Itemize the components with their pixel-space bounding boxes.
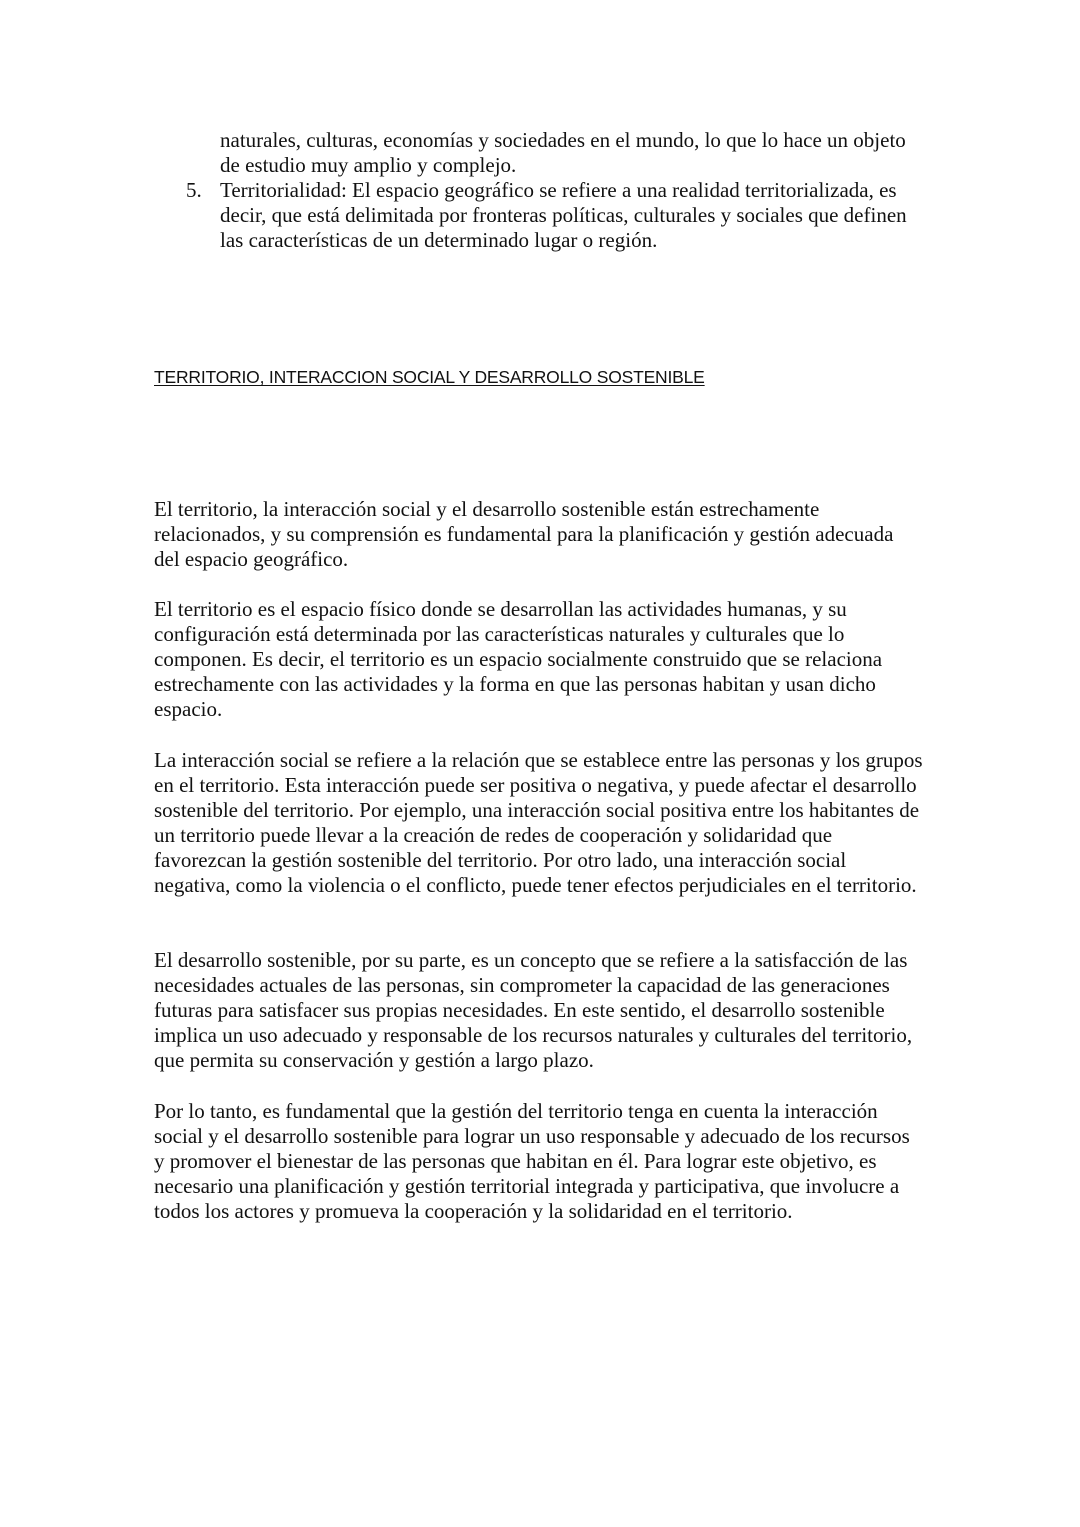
paragraph-4 [154,948,924,1073]
paragraph-2 [154,597,924,722]
paragraph-text: Por lo tanto, es fundamental que la gestión del territorio tenga en cuenta la interacción social y el desarrollo sostenible para lograr un uso responsable y adecuado de los recursos y promover el bienestar de las personas que habitan en él. Para lograr este objetivo, es necesario una planificación y gestión territorial integrada y participativa, que involucre a todos los actores y promueva la cooperación y la solidaridad en el territorio. [154,1099,910,1223]
list-item-text: Territorialidad: El espacio geográfico se refiere a una realidad territorializada, es decir, que está delimitada por fronteras políticas, culturales y sociales que definen las características de un determinado lugar o región. [220,178,907,252]
paragraph-text: El desarrollo sostenible, por su parte, es un concepto que se refiere a la satisfacción de las necesidades actuales de las personas, sin comprometer la capacidad de las generaciones futuras para satisfacer sus propias necesidades. En este sentido, el desarrollo sostenible implica un uso adecuado y responsable de los recursos naturales y culturales del territorio, que permita su conservación y gestión a largo plazo. [154,948,913,1072]
paragraph-3 [154,748,924,898]
paragraph-text: El territorio es el espacio físico donde se desarrollan las actividades humanas, y su configuración está determinada por las características naturales y culturales que lo componen. Es decir, el territorio es un espacio socialmente construido que se relaciona estrechamente con las actividades y la forma en que las personas habitan y usan dicho espacio. [154,597,883,721]
paragraph-1 [154,497,924,572]
paragraph-text: La interacción social se refiere a la relación que se establece entre las personas y los grupos en el territorio. Esta interacción puede ser positiva o negativa, y puede afectar el desarrollo sostenible del territorio. Por ejemplo, una interacción social positiva entre los habitantes de un territorio puede llevar a la creación de redes de cooperación y solidaridad que favorezcan la gestión sostenible del territorio. Por otro lado, una interacción social negativa, como la violencia o el conflicto, puede tener efectos perjudiciales en el territorio. [154,748,923,897]
paragraph-text: El territorio, la interacción social y el desarrollo sostenible están estrechamente relacionados, y su comprensión es fundamental para la planificación y gestión adecuada del espacio geográfico. [154,497,894,571]
section-heading: TERRITORIO, INTERACCION SOCIAL Y DESARROLLO SOSTENIBLE [154,367,705,387]
list-item-continuation: naturales, culturas, economías y sociedades en el mundo, lo que lo hace un objeto de estudio muy amplio y complejo. [220,128,906,177]
list-item-number: 5. [186,178,202,202]
paragraph-5 [154,1099,924,1224]
